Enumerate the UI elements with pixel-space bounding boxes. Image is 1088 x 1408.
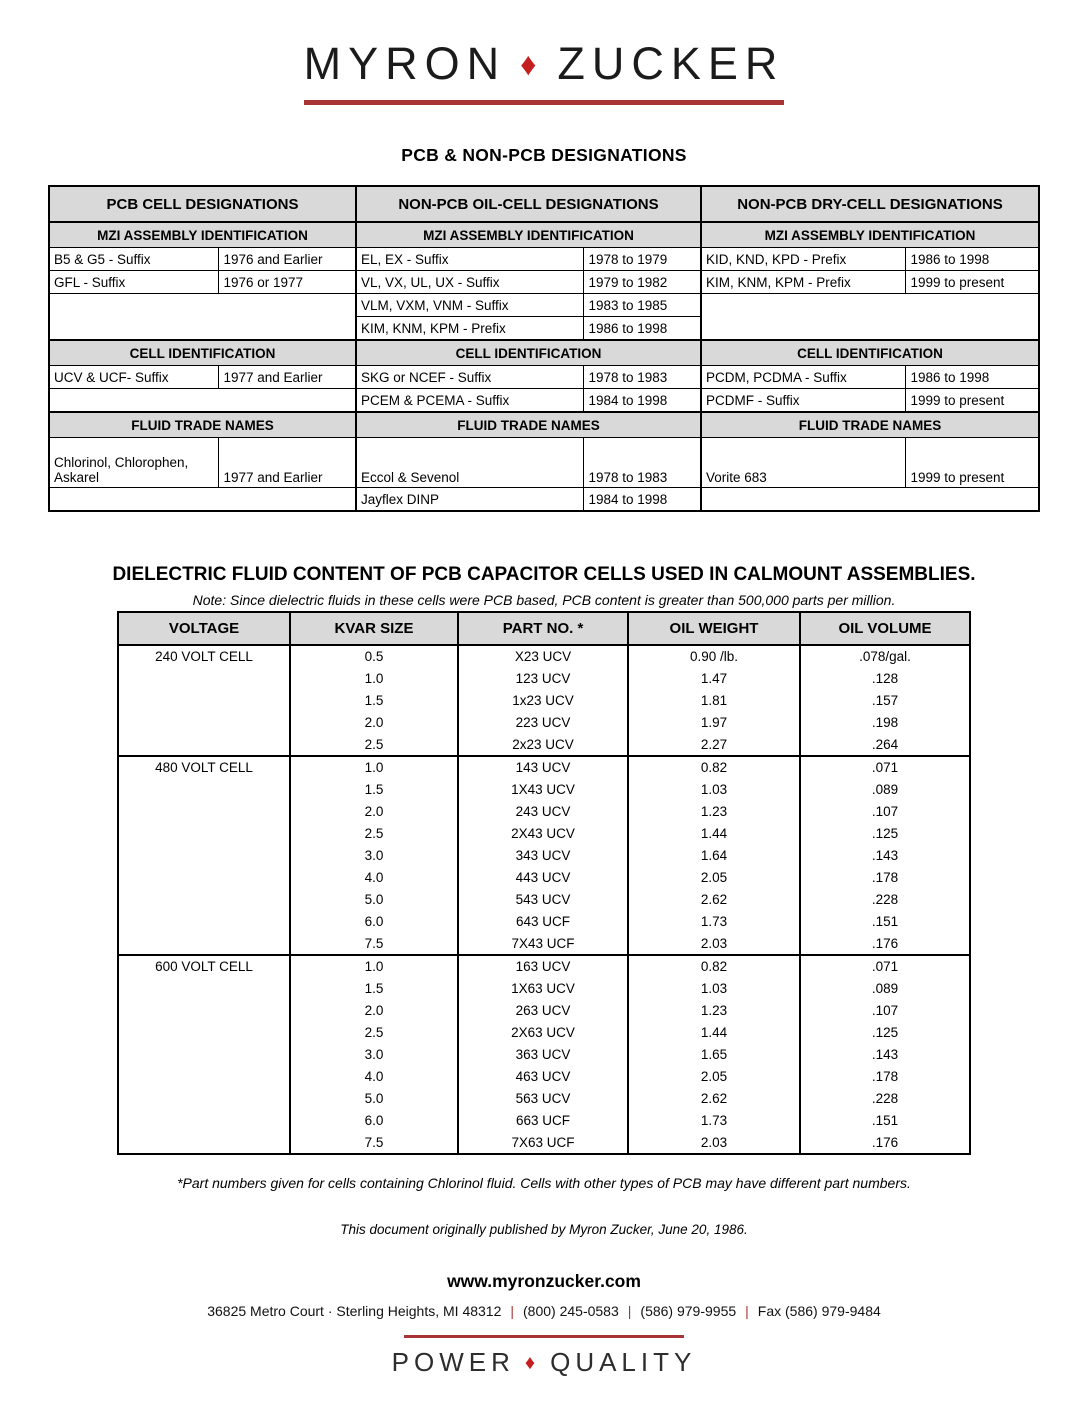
phone-number-1: (800) 245-0583: [523, 1303, 619, 1320]
section-header-cell: MZI ASSEMBLY IDENTIFICATION: [49, 222, 356, 248]
value-line: 6.0: [364, 1112, 384, 1128]
tagline-word-power: POWER: [391, 1347, 515, 1378]
value-line: 6.0: [364, 913, 384, 929]
column-group-header: PCB CELL DESIGNATIONS: [49, 186, 356, 222]
data-column-cell: [628, 756, 800, 955]
value-line: .125: [871, 826, 899, 842]
dielectric-column-header: VOLTAGE: [118, 612, 290, 645]
designation-cell: 1978 to 1983: [584, 366, 701, 389]
value-line: 263 UCV: [515, 1003, 571, 1019]
table-row: [49, 271, 1039, 294]
designation-cell: PCDM, PCDMA - Suffix: [701, 366, 906, 389]
section-header-cell: CELL IDENTIFICATION: [49, 340, 356, 366]
designations-table: [48, 185, 1040, 512]
value-line: 1.65: [700, 1047, 728, 1063]
voltage-label: 600 VOLT CELL: [155, 959, 253, 975]
table-row: [49, 366, 1039, 389]
value-line: 1.44: [700, 1025, 728, 1041]
dielectric-table: [117, 611, 971, 1155]
part-number-footnote: *Part numbers given for cells containing Chlorinol fluid. Cells with other types of PCB may have different part numbers.: [177, 1175, 911, 1192]
street-address: 36825 Metro Court · Sterling Heights, MI 48312: [207, 1303, 502, 1320]
contact-line: [0, 1303, 1088, 1319]
column-group-header: NON-PCB OIL-CELL DESIGNATIONS: [356, 186, 701, 222]
value-line: 663 UCF: [515, 1112, 571, 1128]
value-line: 1.0: [364, 959, 384, 975]
value-line: 2.5: [364, 826, 384, 842]
dielectric-column-header: OIL VOLUME: [800, 612, 970, 645]
table-row: [49, 488, 1039, 512]
designation-cell: PCEM & PCEMA - Suffix: [356, 389, 584, 413]
logo-word-myron: MYRON: [303, 38, 507, 89]
value-line: .157: [871, 692, 899, 708]
voltage-cell: [118, 756, 290, 955]
logo-underline-rule: [304, 100, 784, 105]
dielectric-section-title: DIELECTRIC FLUID CONTENT OF PCB CAPACITOR CELLS USED IN CALMOUNT ASSEMBLIES.: [112, 564, 976, 585]
designation-cell: PCDMF - Suffix: [701, 389, 906, 413]
value-line: .151: [871, 913, 899, 929]
value-line: 2.05: [700, 1068, 728, 1084]
dielectric-note: Note: Since dielectric fluids in these cells were PCB based, PCB content is greater than 500,000 parts per million.: [192, 592, 896, 608]
designation-cell: EL, EX - Suffix: [356, 248, 584, 271]
designation-cell: 1984 to 1998: [584, 488, 701, 512]
logo-word-zucker: ZUCKER: [557, 38, 785, 89]
value-line: .228: [871, 1090, 899, 1106]
designation-cell: 1986 to 1998: [584, 317, 701, 341]
section-header-cell: FLUID TRADE NAMES: [701, 412, 1039, 438]
section-header-cell: MZI ASSEMBLY IDENTIFICATION: [356, 222, 701, 248]
value-line: .078/gal.: [859, 649, 911, 664]
dielectric-column-header: KVAR SIZE: [290, 612, 458, 645]
designation-cell: KID, KND, KPD - Prefix: [701, 248, 906, 271]
value-line: 1.23: [700, 1003, 728, 1019]
value-line: 1.23: [700, 804, 728, 820]
value-line: .089: [871, 981, 899, 997]
data-column-cell: [800, 645, 970, 756]
value-line: .107: [871, 804, 899, 820]
table-row: [49, 340, 1039, 366]
separator-pipe: |: [510, 1303, 515, 1320]
value-line: 2X43 UCV: [511, 826, 575, 842]
value-line: .128: [871, 670, 899, 686]
value-line: 443 UCV: [515, 869, 571, 885]
diamond-icon: ♦: [524, 1351, 541, 1374]
value-line: 163 UCV: [515, 959, 571, 975]
value-line: 543 UCV: [515, 891, 571, 907]
designation-cell: 1983 to 1985: [584, 294, 701, 317]
data-column-cell: [458, 645, 628, 756]
voltage-group-row: [118, 756, 970, 955]
dielectric-column-header: OIL WEIGHT: [628, 612, 800, 645]
value-line: 2.03: [700, 1134, 728, 1150]
designation-cell: Chlorinol, Chlorophen, Askarel: [49, 438, 219, 488]
value-line: 3.0: [364, 1047, 384, 1063]
value-line: 2.0: [364, 714, 384, 730]
voltage-label: 240 VOLT CELL: [155, 649, 253, 664]
value-line: 1.5: [364, 981, 384, 997]
value-line: 1.44: [700, 826, 728, 842]
value-line: .178: [871, 1068, 899, 1084]
designation-cell: GFL - Suffix: [49, 271, 219, 294]
value-line: 1.64: [700, 848, 728, 864]
value-line: 343 UCV: [515, 848, 571, 864]
value-line: 7.5: [364, 1134, 384, 1150]
value-line: 1.5: [364, 782, 384, 798]
value-line: 1.0: [364, 760, 384, 776]
designation-cell: 1999 to present: [906, 438, 1039, 488]
separator-pipe: |: [627, 1303, 632, 1320]
value-line: 463 UCV: [515, 1068, 571, 1084]
data-column-cell: [290, 955, 458, 1154]
value-line: 0.90 /lb.: [689, 649, 739, 664]
value-line: 1X43 UCV: [511, 782, 575, 798]
value-line: .107: [871, 1003, 899, 1019]
value-line: 2.5: [364, 736, 384, 752]
value-line: X23 UCV: [514, 649, 572, 664]
designation-cell: VL, VX, UL, UX - Suffix: [356, 271, 584, 294]
designation-cell: 1999 to present: [906, 271, 1039, 294]
designation-cell: 1984 to 1998: [584, 389, 701, 413]
value-line: 2.27: [700, 736, 728, 752]
value-line: 0.82: [700, 760, 728, 776]
value-line: 643 UCF: [515, 913, 571, 929]
designation-cell: B5 & G5 - Suffix: [49, 248, 219, 271]
value-line: .176: [871, 935, 899, 951]
value-line: 2X63 UCV: [511, 1025, 575, 1041]
value-line: 7X43 UCF: [511, 935, 575, 951]
value-line: .228: [871, 891, 899, 907]
value-line: .143: [871, 1047, 899, 1063]
section-header-cell: FLUID TRADE NAMES: [356, 412, 701, 438]
designation-cell: UCV & UCF- Suffix: [49, 366, 219, 389]
designation-cell: 1977 and Earlier: [219, 366, 356, 389]
value-line: 223 UCV: [515, 714, 571, 730]
value-line: .143: [871, 848, 899, 864]
data-column-cell: [290, 645, 458, 756]
data-column-cell: [458, 955, 628, 1154]
data-column-cell: [800, 756, 970, 955]
voltage-group-row: [118, 955, 970, 1154]
designation-cell: Jayflex DINP: [356, 488, 584, 512]
designation-cell: [49, 294, 356, 341]
voltage-cell: [118, 645, 290, 756]
table-row: [49, 222, 1039, 248]
value-line: 1X63 UCV: [511, 981, 575, 997]
designation-cell: KIM, KNM, KPM - Prefix: [701, 271, 906, 294]
value-line: 243 UCV: [515, 804, 571, 820]
value-line: 2.0: [364, 1003, 384, 1019]
value-line: 123 UCV: [515, 670, 571, 686]
designation-cell: Vorite 683: [701, 438, 906, 488]
value-line: 3.0: [364, 848, 384, 864]
data-column-cell: [628, 645, 800, 756]
website-url: www.myronzucker.com: [447, 1271, 641, 1292]
designation-cell: 1978 to 1979: [584, 248, 701, 271]
value-line: .071: [871, 760, 899, 776]
designation-cell: [49, 488, 356, 512]
table-row: [49, 294, 1039, 317]
section-header-cell: MZI ASSEMBLY IDENTIFICATION: [701, 222, 1039, 248]
designation-cell: 1986 to 1998: [906, 366, 1039, 389]
dielectric-header-row: [118, 612, 970, 645]
footer-rule: [404, 1335, 684, 1338]
designation-cell: 1986 to 1998: [906, 248, 1039, 271]
table-row: [49, 248, 1039, 271]
value-line: 0.5: [364, 649, 384, 664]
designation-cell: 1977 and Earlier: [219, 438, 356, 488]
voltage-label: 480 VOLT CELL: [155, 760, 253, 776]
tagline-word-quality: QUALITY: [550, 1347, 697, 1378]
value-line: 5.0: [364, 891, 384, 907]
value-line: .198: [871, 714, 899, 730]
published-note: This document originally published by Myron Zucker, June 20, 1986.: [340, 1222, 748, 1238]
designation-cell: 1976 and Earlier: [219, 248, 356, 271]
data-column-cell: [800, 955, 970, 1154]
value-line: 4.0: [364, 1068, 384, 1084]
designation-cell: [701, 488, 1039, 512]
designation-cell: Eccol & Sevenol: [356, 438, 584, 488]
designation-cell: [49, 389, 356, 413]
value-line: 1.03: [700, 981, 728, 997]
value-line: 563 UCV: [515, 1090, 571, 1106]
value-line: .071: [871, 959, 899, 975]
table-row: [49, 186, 1039, 222]
value-line: 5.0: [364, 1090, 384, 1106]
value-line: .178: [871, 869, 899, 885]
value-line: 1.81: [700, 692, 728, 708]
designation-cell: KIM, KNM, KPM - Prefix: [356, 317, 584, 341]
data-column-cell: [458, 756, 628, 955]
designation-cell: 1978 to 1983: [584, 438, 701, 488]
value-line: 1.5: [364, 692, 384, 708]
value-line: 143 UCV: [515, 760, 571, 776]
value-line: 2.62: [700, 1090, 728, 1106]
value-line: 2.62: [700, 891, 728, 907]
value-line: .264: [871, 736, 899, 752]
voltage-cell: [118, 955, 290, 1154]
designation-cell: [701, 294, 1039, 341]
data-column-cell: [290, 756, 458, 955]
voltage-group-row: [118, 645, 970, 756]
value-line: 1x23 UCV: [512, 692, 574, 708]
value-line: .125: [871, 1025, 899, 1041]
section-header-cell: FLUID TRADE NAMES: [49, 412, 356, 438]
designation-cell: VLM, VXM, VNM - Suffix: [356, 294, 584, 317]
separator-pipe: |: [745, 1303, 749, 1320]
company-logo: [0, 0, 1088, 105]
value-line: 1.73: [700, 1112, 728, 1128]
data-column-cell: [628, 955, 800, 1154]
value-line: 1.03: [700, 782, 728, 798]
value-line: 2.0: [364, 804, 384, 820]
table-row: [49, 412, 1039, 438]
designation-cell: 1999 to present: [906, 389, 1039, 413]
value-line: 1.47: [700, 670, 728, 686]
value-line: .176: [871, 1134, 899, 1150]
value-line: 2.5: [364, 1025, 384, 1041]
fax-number: Fax (586) 979-9484: [757, 1303, 881, 1320]
dielectric-column-header: PART NO. *: [458, 612, 628, 645]
value-line: 2.05: [700, 869, 728, 885]
section-header-cell: CELL IDENTIFICATION: [701, 340, 1039, 366]
designation-cell: 1979 to 1982: [584, 271, 701, 294]
value-line: 7.5: [364, 935, 384, 951]
value-line: .089: [871, 782, 899, 798]
table-row: [49, 438, 1039, 488]
value-line: 2.03: [700, 935, 728, 951]
value-line: 1.97: [700, 714, 728, 730]
value-line: 2x23 UCV: [512, 736, 574, 752]
designation-cell: SKG or NCEF - Suffix: [356, 366, 584, 389]
value-line: 4.0: [364, 869, 384, 885]
designation-cell: 1976 or 1977: [219, 271, 356, 294]
section-header-cell: CELL IDENTIFICATION: [356, 340, 701, 366]
column-group-header: NON-PCB DRY-CELL DESIGNATIONS: [701, 186, 1039, 222]
value-line: 1.0: [364, 670, 384, 686]
power-quality-tagline: [0, 1347, 1088, 1378]
table-row: [49, 389, 1039, 413]
value-line: 0.82: [700, 959, 728, 975]
value-line: .151: [871, 1112, 899, 1128]
diamond-icon: ♦: [520, 46, 544, 82]
page-title: PCB & NON-PCB DESIGNATIONS: [401, 145, 687, 165]
value-line: 363 UCV: [515, 1047, 571, 1063]
value-line: 1.73: [700, 913, 728, 929]
phone-number-2: (586) 979-9955: [640, 1303, 737, 1320]
value-line: 7X63 UCF: [511, 1134, 575, 1150]
